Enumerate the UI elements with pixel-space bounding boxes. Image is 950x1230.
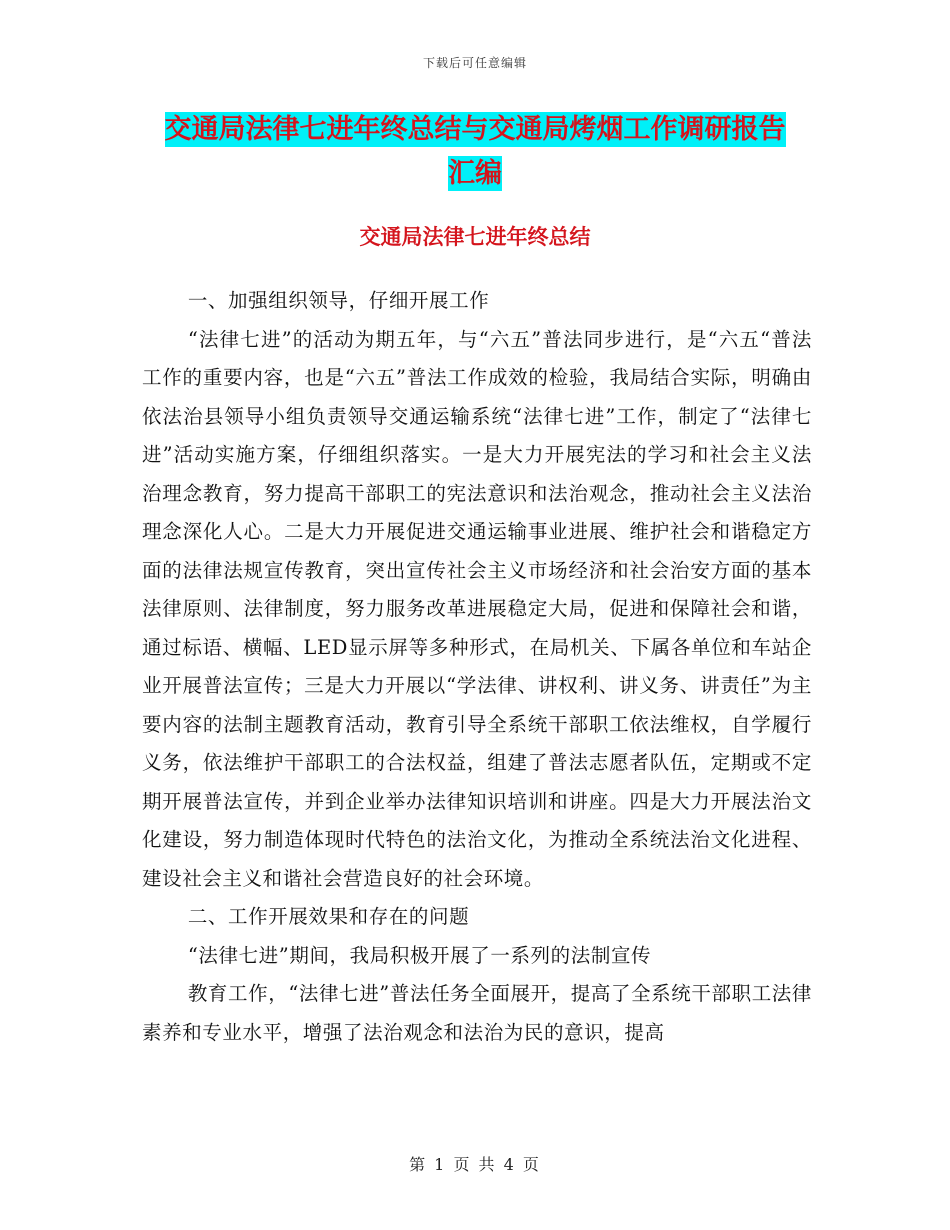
page-indicator: 第 1 页 共 4 页: [409, 1155, 541, 1174]
section-title: 交通局法律七进年终总结: [359, 225, 591, 249]
body-paragraph-1: “法律七进”的活动为期五年，与“六五”普法同步进行，是“六五“普法工作的重要内容，也是“六五”普法工作成效的检验，我局结合实际，明确由依法治县领导小组负责领导交通运输系统“法律七进”工作，制定了“法律七进”活动实施方案，仔细组织落实。一是大力开展宪法的学习和社会主义法治理念教育，努力提高干部职工的宪法意识和法治观念，推动社会主义法治理念深化人心。二是大力开展促进交通运输事业进展、维护社会和谐稳定方面的法律法规宣传教育，突出宣传社会主义市场经济和社会治安方面的基本法律原则、法律制度，努力服务改革进展稳定大局，促进和保障社会和谐，通过标语、横幅、LED显示屏等多种形式，在局机关、下属各单位和车站企业开展普法宣传；三是大力开展以“学法律、讲权利、讲义务、讲责任”为主要内容的法制主题教育活动，教育引导全系统干部职工依法维权，自学履行义务，依法维护干部职工的合法权益，组建了普法志愿者队伍，定期或不定期开展普法宣传，并到企业举办法律知识培训和讲座。四是大力开展法治文化建设，努力制造体现时代特色的法治文化，为推动全系统法治文化进程、建设社会主义和谐社会营造良好的社会环境。: [142, 327, 812, 890]
header-note: 下载后可任意编辑: [422, 56, 527, 70]
document-title-line-2: 汇编: [448, 158, 502, 189]
document-title: [140, 108, 810, 196]
heading-paragraph-2: 二、工作开展效果和存在的问题: [187, 905, 470, 928]
body-paragraph-2: “法律七进”期间，我局积极开展了一系列的法制宣传: [187, 943, 652, 967]
document-title-line-1: 交通局法律七进年终总结与交通局烤烟工作调研报告: [164, 114, 786, 145]
document-body: [142, 282, 812, 1052]
heading-paragraph-1: 一、加强组织领导，仔细开展工作: [187, 289, 490, 312]
body-paragraph-3: 教育工作，“法律七进”普法任务全面展开，提高了全系统干部职工法律素养和专业水平，增强了法治观念和法治为民的意识，提高: [142, 982, 812, 1044]
